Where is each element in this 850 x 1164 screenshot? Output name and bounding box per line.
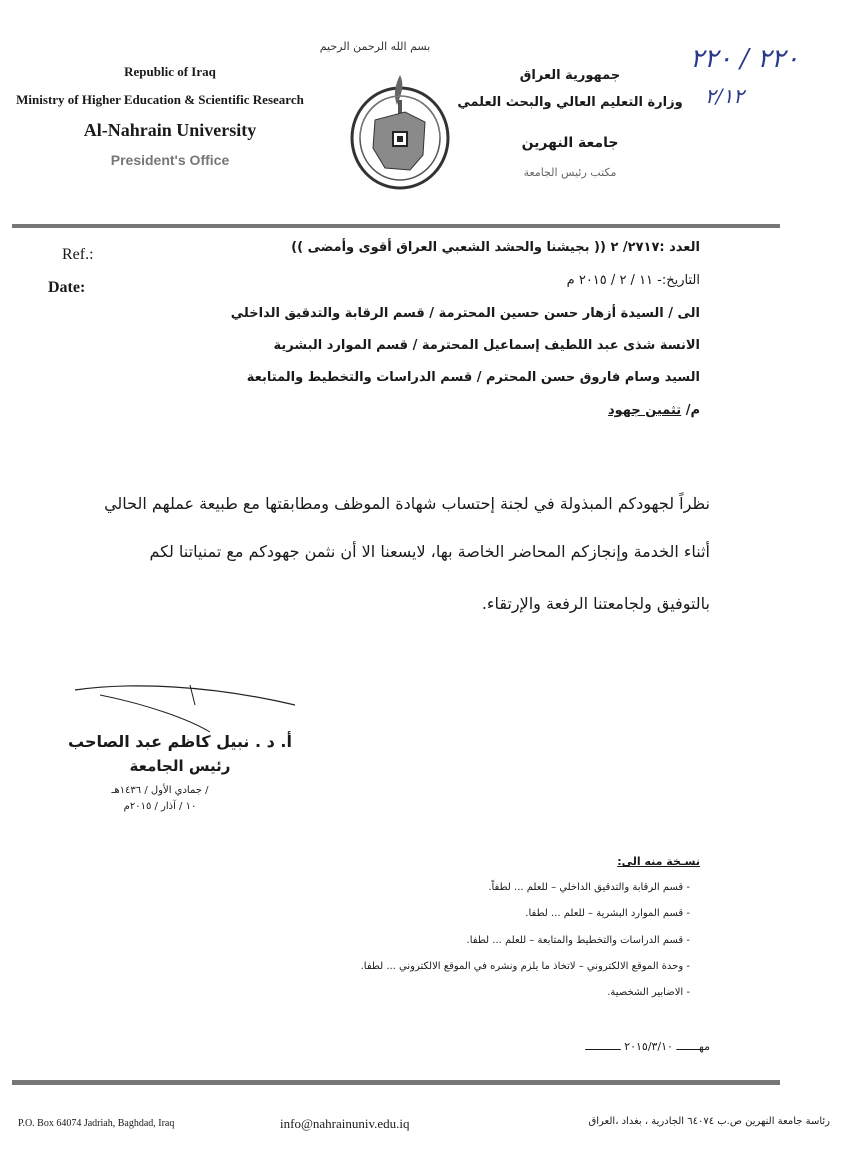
signatory-name: أ. د . نبيل كاظم عبد الصاحب (68, 732, 292, 751)
bismillah: بسم الله الرحمن الرحيم (319, 40, 431, 53)
footer-divider (12, 1080, 780, 1085)
header-university-en: Al-Nahrain University (83, 120, 257, 140)
header-office-ar: مكتب رئيس الجامعة (523, 166, 617, 179)
cc-item: - قسم الدراسات والتخطيط والمتابعة – للعلم ... لطفا. (200, 935, 690, 946)
subject-prefix: م/ (685, 403, 700, 418)
cc-heading: نسـخة منه الى: (617, 855, 700, 868)
ref-label: Ref.: (62, 246, 94, 263)
cc-item: - وحدة الموقع الالكتروني – لاتخاذ ما يلزم ونشره في الموقع الالكتروني ... لطفا. (200, 961, 690, 972)
recipient-line: السيد وسام فاروق حسن المحترم / قسم الدراسات والتخطيط والمتابعة (246, 370, 700, 385)
header-ministry-en: Ministry of Higher Education & Scientific Research (16, 92, 304, 107)
subject-text: تثمين جهود (607, 403, 682, 418)
header-country-en: Republic of Iraq (124, 64, 216, 79)
body-paragraph-line: بالتوفيق ولجامعتنا الرفعة والإرتقاء. (481, 594, 710, 613)
header-university-ar: جامعة النهرين (521, 135, 619, 151)
recipient-line: الانسة شذى عبد اللطيف إسماعيل المحترمة / قسم الموارد البشرية (273, 338, 700, 353)
date-label: Date: (48, 279, 86, 296)
handwritten-note: ٢٢٠ / ٢٢٠ (690, 44, 800, 74)
signature-date-hijri: / جمادي الأول / ١٤٣٦هـ (111, 785, 209, 796)
signatory-title: رئيس الجامعة (129, 757, 231, 775)
cc-item: - الاضابير الشخصية. (200, 987, 690, 998)
body-paragraph-line: أثناء الخدمة وإنجازكم المحاضر الخاصة بها، لايسعنا الا أن نثمن جهودكم مع تمنياتنا لكم (149, 542, 710, 561)
cc-item: - قسم الرقابة والتدقيق الداخلي – للعلم ... لطفاً. (200, 882, 690, 893)
footer-address-ar: رئاسة جامعة النهرين ص.ب ٦٤٠٧٤ الجادرية ، بغداد ،العراق (588, 1116, 830, 1127)
header-country-ar: جمهورية العراق (519, 68, 621, 83)
cc-item: - قسم الموارد البشرية – للعلم ... لطفا. (200, 908, 690, 919)
header-office-en: President's Office (110, 152, 230, 168)
university-logo-icon (345, 60, 455, 200)
initials-mark: مهـــــــ ٢٠١٥/٣/١٠ ـــــــــــ (585, 1040, 710, 1053)
ref-number-ar: العدد :٢٧١٧/ ٢ (( بجيشنا والحشد الشعبي العراق أقوى وأمضى )) (291, 240, 700, 255)
footer-address-en: P.O. Box 64074 Jadriah, Baghdad, Iraq (18, 1118, 175, 1129)
recipient-line: الى / السيدة أزهار حسن حسين المحترمة / قسم الرقابة والتدقيق الداخلي (230, 306, 700, 321)
body-paragraph-line: نظراً لجهودكم المبذولة في لجنة إحتساب شهادة الموظف ومطابقتها مع طبيعة عملهم الحالي (104, 494, 710, 513)
signature-date-gregorian: ١٠ / آذار / ٢٠١٥م (123, 801, 197, 812)
header-divider (12, 224, 780, 228)
signature-stroke-icon (70, 680, 300, 740)
date-ar: التاريخ:- ١١ / ٢ / ٢٠١٥ م (566, 273, 700, 288)
handwritten-note-2: ٢/١٢ (705, 84, 744, 108)
footer-email[interactable]: info@nahrainuniv.edu.iq (280, 1116, 410, 1131)
subject-line (300, 403, 700, 418)
header-ministry-ar: وزارة التعليم العالي والبحث العلمي (457, 95, 683, 110)
